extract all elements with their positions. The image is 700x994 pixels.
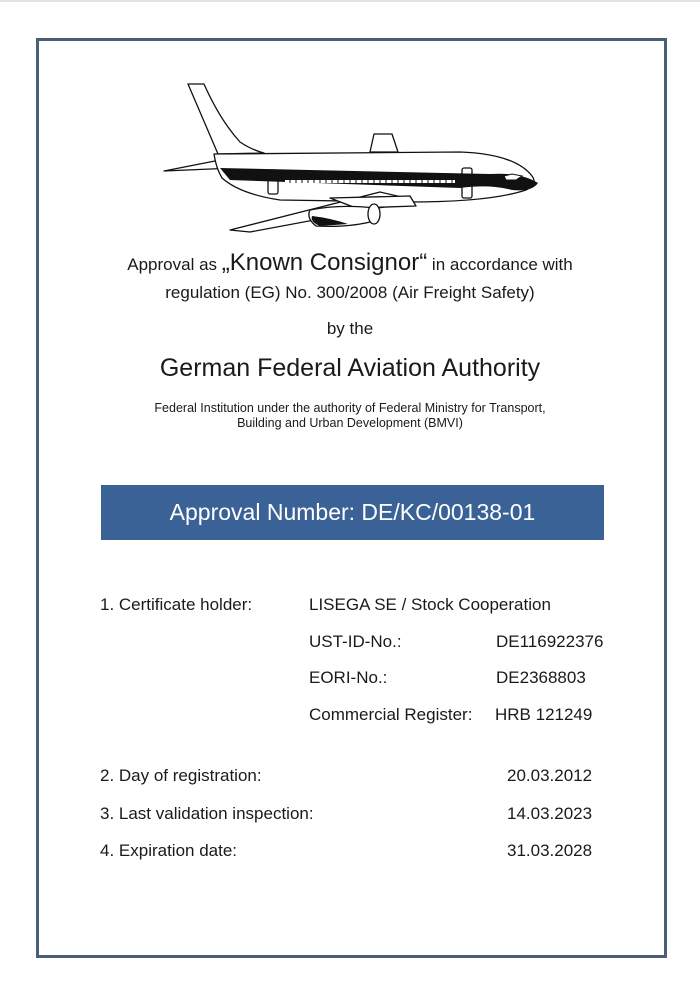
certificate-holder-name: LISEGA SE / Stock Cooperation (309, 595, 551, 614)
regulation-line: regulation (EG) No. 300/2008 (Air Freight Safety) (165, 283, 535, 302)
authority-title: German Federal Aviation Authority (159, 354, 541, 382)
eori-label: EORI-No.: (309, 668, 388, 687)
by-line: by the (326, 319, 374, 338)
authority-subtitle-2: Building and Urban Development (BMVI) (237, 416, 463, 430)
registration-date-value: 20.03.2012 (507, 766, 593, 785)
ust-id-value: DE116922376 (496, 632, 604, 651)
registration-date-label: 2. Day of registration: (100, 766, 262, 785)
last-inspection-value: 14.03.2023 (507, 804, 593, 823)
ust-id-label: UST-ID-No.: (309, 632, 402, 651)
expiration-date-value: 31.03.2028 (507, 841, 593, 860)
top-edge-line (0, 0, 700, 2)
commercial-register-label: Commercial Register: (309, 705, 473, 724)
commercial-register-value: HRB 121249 (495, 705, 593, 724)
eori-value: DE2368803 (496, 668, 586, 687)
intro-suffix: in accordance with (427, 255, 573, 274)
authority-subtitle-1: Federal Institution under the authority of Federal Ministry for Transport, (154, 401, 546, 415)
approval-number: Approval Number: DE/KC/00138-01 (169, 499, 536, 525)
intro-prefix: Approval as (127, 255, 222, 274)
approval-intro (0, 249, 700, 277)
certificate-holder-label: 1. Certificate holder: (100, 595, 253, 614)
expiration-date-label: 4. Expiration date: (100, 841, 238, 860)
known-consignor-title: „Known Consignor“ (221, 249, 428, 276)
last-inspection-label: 3. Last validation inspection: (100, 804, 314, 823)
airplane-illustration-icon (160, 80, 545, 235)
approval-number-banner (101, 485, 604, 540)
